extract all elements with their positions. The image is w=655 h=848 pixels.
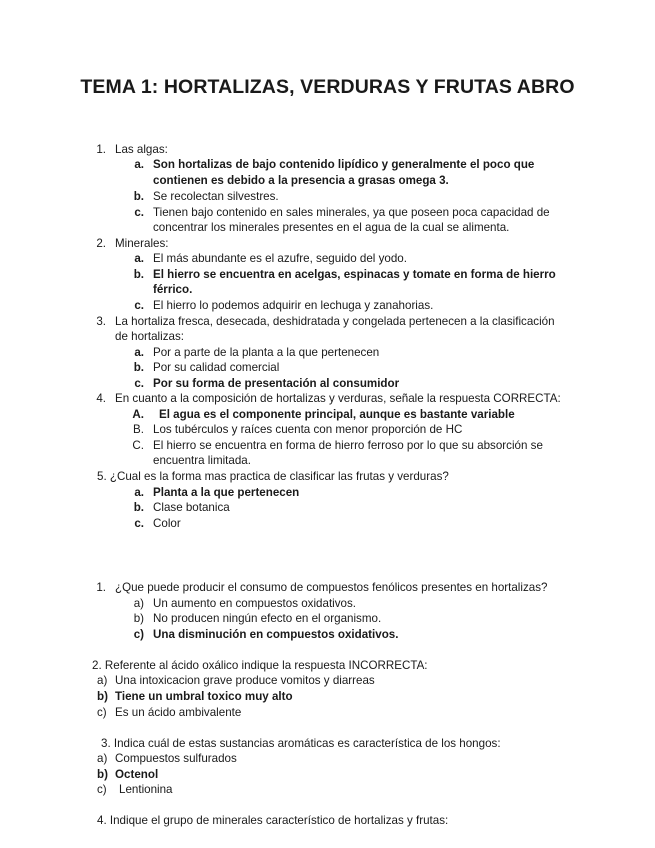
option-text: Los tubérculos y raíces cuenta con menor proporción de HC <box>153 423 463 436</box>
question-text: ¿Que puede producir el consumo de compuestos fenólicos presentes en hortalizas? <box>115 581 548 594</box>
question-text: 3. Indica cuál de estas sustancias aromáticas es característica de los hongos: <box>101 737 501 750</box>
option-text: Se recolectan silvestres. <box>153 190 279 203</box>
option-text-correct: Son hortalizas de bajo contenido lipídico y generalmente el poco que <box>153 158 535 171</box>
option-text: El hierro lo podemos adquirir en lechuga y zanahorias. <box>153 299 434 312</box>
option-text: Color <box>153 517 181 530</box>
option-text-correct: Planta a la que pertenecen <box>153 486 300 499</box>
option-text: El más abundante es el azufre, seguido del yodo. <box>153 252 407 265</box>
question-number: 4. <box>96 392 106 405</box>
option-letter: c. <box>134 206 144 219</box>
question-text: En cuanto a la composición de hortalizas y verduras, señale la respuesta CORRECTA: <box>115 392 561 405</box>
option-letter: C. <box>132 439 144 452</box>
option-text: Es un ácido ambivalente <box>115 706 242 719</box>
option-letter: a. <box>134 346 144 359</box>
option-letter: b) <box>97 690 108 703</box>
option-letter: b) <box>133 612 144 625</box>
question-text: 4. Indique el grupo de minerales característico de hortalizas y frutas: <box>97 814 449 827</box>
option-letter: c) <box>133 628 144 641</box>
option-text-correct: Una disminución en compuestos oxidativos. <box>153 628 399 641</box>
option-text: Lentionina <box>119 783 173 796</box>
option-letter: b. <box>133 361 144 374</box>
question-text: La hortaliza fresca, desecada, deshidratada y congelada pertenecen a la clasificación <box>115 315 555 328</box>
option-text: Por a parte de la planta a la que pertenecen <box>153 346 380 359</box>
question-text: Minerales: <box>115 237 169 250</box>
option-text-correct: férrico. <box>153 283 193 296</box>
option-letter: a. <box>134 158 144 171</box>
question-text: Las algas: <box>115 143 168 156</box>
option-letter: a) <box>97 752 108 765</box>
question-text: de hortalizas: <box>115 330 184 343</box>
option-letter: b. <box>133 501 144 514</box>
question-number: 1. <box>96 581 106 594</box>
option-text-correct: El agua es el componente principal, aunque es bastante variable <box>159 408 515 421</box>
option-text: Tienen bajo contenido en sales minerales, ya que poseen poca capacidad de <box>153 206 550 219</box>
question-text: 2. Referente al ácido oxálico indique la respuesta INCORRECTA: <box>92 659 428 672</box>
option-letter: a. <box>134 252 144 265</box>
option-letter: b. <box>133 268 144 281</box>
option-text: Por su calidad comercial <box>153 361 280 374</box>
option-letter: c. <box>134 377 144 390</box>
question-number: 1. <box>96 143 106 156</box>
option-letter: c. <box>134 517 144 530</box>
option-text: No producen ningún efecto en el organismo. <box>153 612 382 625</box>
option-letter: a. <box>134 486 144 499</box>
option-text: Compuestos sulfurados <box>115 752 237 765</box>
option-text-correct: El hierro se encuentra en acelgas, espinacas y tomate en forma de hierro <box>153 268 556 281</box>
option-text-correct: Tiene un umbral toxico muy alto <box>115 690 293 703</box>
option-text-correct: Por su forma de presentación al consumidor <box>153 377 400 390</box>
question-number: 3. <box>96 315 106 328</box>
option-letter: a) <box>133 597 144 610</box>
question-number: 2. <box>96 237 106 250</box>
option-text-correct: Octenol <box>115 768 159 781</box>
option-letter: b. <box>133 190 144 203</box>
option-text: Una intoxicacion grave produce vomitos y diarreas <box>115 674 375 687</box>
option-text: El hierro se encuentra en forma de hierro ferroso por lo que su absorción se <box>153 439 543 452</box>
option-text: concentrar los minerales presentes en el agua de la cual se alimenta. <box>153 221 510 234</box>
option-letter: B. <box>133 423 144 436</box>
option-letter: a) <box>97 674 108 687</box>
option-text-correct: contienen es debido a la presencia a grasas omega 3. <box>153 174 449 187</box>
option-letter: c) <box>97 783 107 796</box>
question-text: 5. ¿Cual es la forma mas practica de clasificar las frutas y verduras? <box>97 470 449 483</box>
option-text: Clase botanica <box>153 501 230 514</box>
option-text: Un aumento en compuestos oxidativos. <box>153 597 357 610</box>
option-letter: c. <box>134 299 144 312</box>
option-letter: A. <box>132 408 144 421</box>
option-letter: b) <box>97 768 108 781</box>
option-text: encuentra limitada. <box>153 454 251 467</box>
option-letter: c) <box>97 706 107 719</box>
page-title: TEMA 1: HORTALIZAS, VERDURAS Y FRUTAS ABRO <box>80 76 575 98</box>
